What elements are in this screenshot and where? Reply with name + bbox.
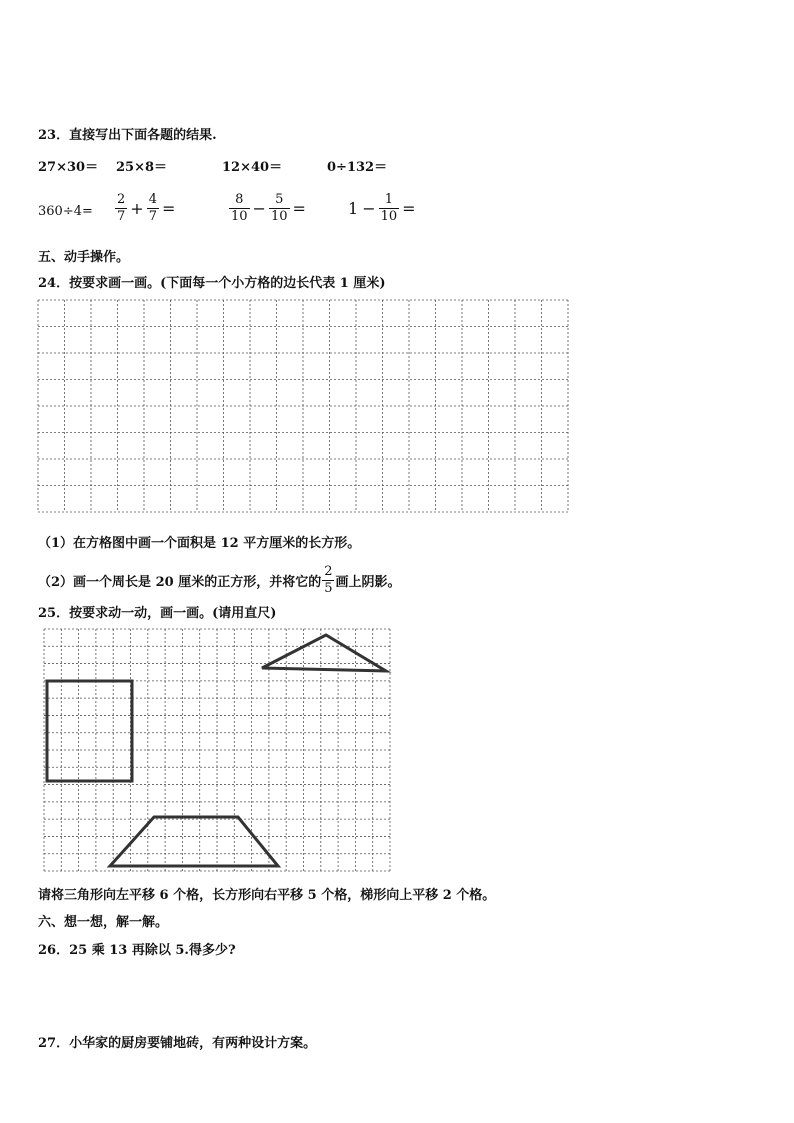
trapezoid-shape	[110, 817, 278, 866]
section-5-heading: 五、动手操作。	[38, 250, 130, 265]
q23-title: 23．直接写出下面各题的结果.	[38, 128, 217, 143]
fraction: $\frac{2}{5}$	[324, 564, 333, 596]
q27-text: 27．小华家的厨房要铺地砖，有两种设计方案。	[38, 1036, 317, 1051]
q24-item-2: （2）画一个周长是 20 厘米的正方形，并将它的 $\frac{2}{5}$ 画上阴影。	[38, 564, 401, 596]
q23-fraction-expression-1: $\frac{2}{7}$ + $\frac{4}{7}$ =	[117, 192, 176, 224]
fraction: $\frac{4}{7}$	[148, 192, 157, 224]
q23-problem-4: 0÷132＝	[327, 160, 388, 175]
q24-grid	[37, 299, 569, 515]
q23-problem-2: 25×8＝	[116, 160, 168, 175]
section-6-heading: 六、想一想，解一解。	[38, 915, 169, 930]
rectangle-shape	[47, 681, 132, 781]
q25-grid	[42, 627, 394, 875]
q25-title: 25．按要求动一动，画一画。(请用直尺)	[38, 606, 277, 621]
q24-item-1: （1）在方格图中画一个面积是 12 平方厘米的长方形。	[38, 536, 361, 551]
q24-title: 24．按要求画一画。(下面每一个小方格的边长代表 1 厘米)	[38, 276, 386, 291]
q25-instruction: 请将三角形向左平移 6 个格，长方形向右平移 5 个格，梯形向上平移 2 个格。	[38, 888, 496, 903]
fraction: $\frac{1}{10}$	[380, 192, 398, 224]
fraction: $\frac{8}{10}$	[231, 192, 248, 224]
q23-fraction-expression-2: $\frac{8}{10}$ − $\frac{5}{10}$ =	[231, 192, 306, 224]
q23-fraction-expression-3: 1 − $\frac{1}{10}$ =	[348, 192, 416, 224]
q23-problem-1: 27×30＝	[38, 160, 99, 175]
fraction: $\frac{5}{10}$	[270, 192, 288, 224]
q23-problem-3: 12×40＝	[222, 160, 283, 175]
fraction: $\frac{2}{7}$	[117, 192, 126, 224]
q26-text: 26．25 乘 13 再除以 5.得多少?	[38, 943, 236, 958]
triangle-shape	[262, 635, 386, 671]
q23-problem-5: 360÷4=	[38, 204, 93, 219]
